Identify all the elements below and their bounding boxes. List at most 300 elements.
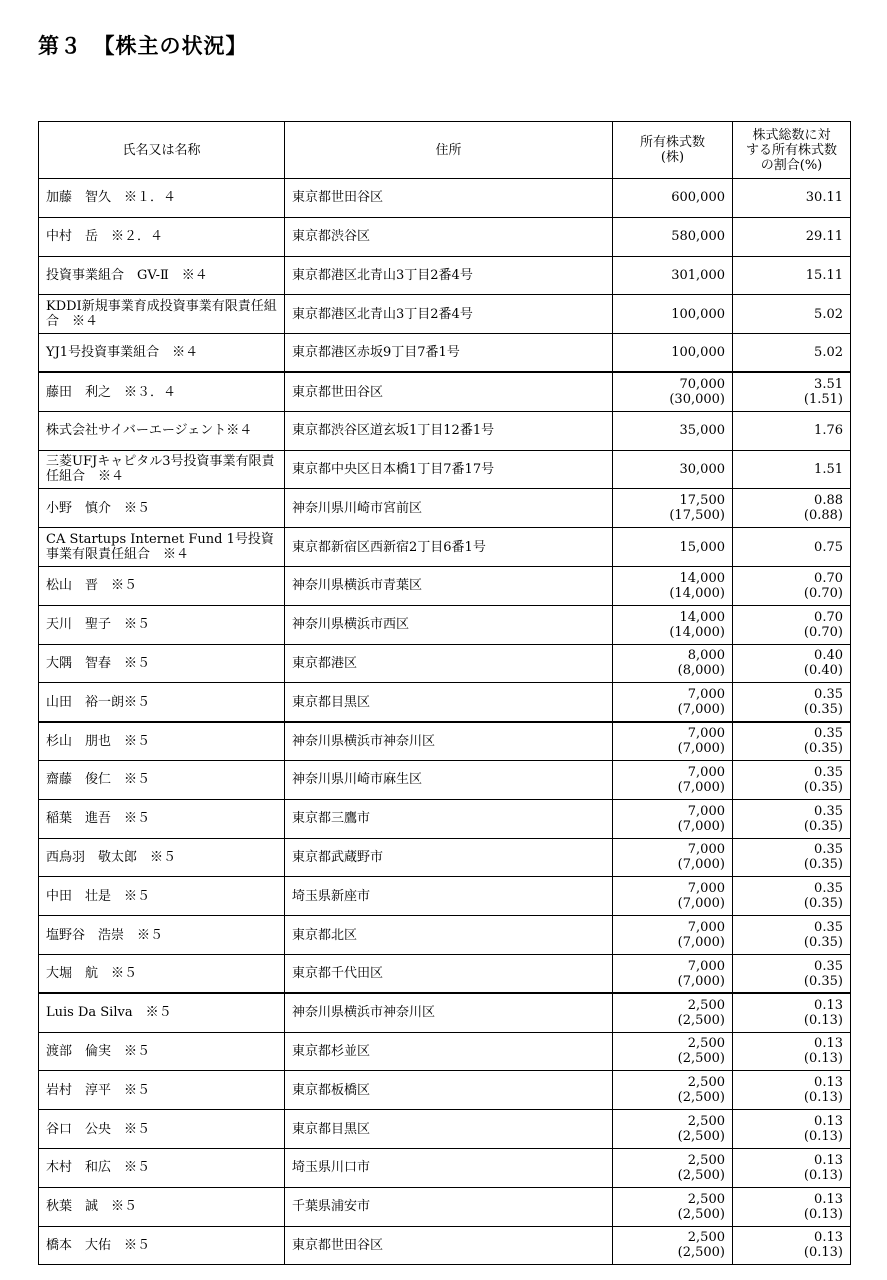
shareholder-address-value: 東京都目黒区 [292, 1121, 371, 1137]
shares-owned [613, 954, 733, 993]
shares-owned [613, 1032, 733, 1071]
header-address: 住所 [285, 122, 613, 179]
shares-owned-sub: (7,000) [677, 741, 725, 757]
ownership-ratio-value: 29.11 [805, 229, 843, 245]
table-row [39, 683, 851, 722]
shareholder-address [285, 256, 613, 295]
shareholder-name [39, 566, 285, 605]
shareholder-address [285, 722, 613, 761]
shareholder-name-value: 岩村 淳平 ※５ [46, 1082, 151, 1098]
ownership-ratio [733, 372, 851, 411]
shareholder-name [39, 877, 285, 916]
shareholder-address-value: 神奈川県横浜市神奈川区 [292, 1005, 436, 1021]
table-header-row [39, 122, 851, 179]
shareholder-address [285, 489, 613, 528]
shareholder-name [39, 1148, 285, 1187]
shareholder-name [39, 722, 285, 761]
shares-owned [613, 179, 733, 218]
ownership-ratio-sub: (0.35) [803, 779, 843, 795]
shareholder-name-value: 橋本 大佑 ※５ [46, 1237, 151, 1253]
ownership-ratio-value: 0.13 [814, 1191, 843, 1207]
shareholder-name [39, 954, 285, 993]
table-row [39, 644, 851, 683]
shareholder-address-value: 東京都渋谷区 [292, 229, 371, 245]
table-row [39, 1187, 851, 1226]
shareholder-address-value: 埼玉県新座市 [292, 888, 371, 904]
ownership-ratio-value: 1.76 [814, 423, 843, 439]
shareholder-address-value: 神奈川県横浜市西区 [292, 617, 410, 633]
ownership-ratio-sub: (0.13) [803, 1206, 843, 1222]
shareholder-name [39, 217, 285, 256]
shares-owned [613, 528, 733, 567]
shares-owned [613, 683, 733, 722]
shares-owned [613, 722, 733, 761]
shareholder-name-value: 大堀 航 ※５ [46, 966, 138, 982]
shareholder-address [285, 566, 613, 605]
shares-owned [613, 799, 733, 838]
table-row [39, 528, 851, 567]
shareholder-name-value: 大隅 智春 ※５ [46, 655, 151, 671]
shareholder-address-value: 東京都板橋区 [292, 1082, 371, 1098]
shares-owned [613, 1110, 733, 1149]
shares-owned-sub: (2,500) [677, 1090, 725, 1106]
shares-owned-value: 7,000 [687, 842, 725, 858]
shares-owned-sub: (2,500) [677, 1206, 725, 1222]
shares-owned [613, 411, 733, 450]
shareholder-name-value: 松山 晋 ※５ [46, 578, 138, 594]
ownership-ratio [733, 179, 851, 218]
shareholder-name-value: 投資事業組合 GV-Ⅱ ※４ [46, 267, 208, 283]
shares-owned [613, 217, 733, 256]
ownership-ratio-sub: (0.13) [803, 1012, 843, 1028]
ownership-ratio-value: 0.88 [814, 493, 843, 509]
shareholder-address-value: 東京都北区 [292, 927, 358, 943]
shareholder-address [285, 411, 613, 450]
shareholder-name-value: 渡部 倫実 ※５ [46, 1043, 151, 1059]
shares-owned-value: 600,000 [671, 190, 725, 206]
shares-owned-sub: (2,500) [677, 1051, 725, 1067]
shareholder-name-value: 中村 岳 ※２．４ [46, 229, 164, 245]
table-row [39, 489, 851, 528]
shares-owned-value: 17,500 [679, 493, 725, 509]
ownership-ratio [733, 566, 851, 605]
shareholder-address-value: 東京都三鷹市 [292, 811, 371, 827]
ownership-ratio-sub: (0.70) [803, 585, 843, 601]
shareholder-address-value: 東京都目黒区 [292, 694, 371, 710]
shareholder-name [39, 179, 285, 218]
shares-owned-value: 7,000 [687, 803, 725, 819]
shareholder-name [39, 450, 285, 489]
shareholder-address [285, 877, 613, 916]
shareholder-name [39, 916, 285, 955]
table-row [39, 256, 851, 295]
ownership-ratio-sub: (0.13) [803, 1051, 843, 1067]
ownership-ratio-sub: (0.40) [803, 663, 843, 679]
ownership-ratio [733, 489, 851, 528]
shares-owned [613, 916, 733, 955]
ownership-ratio [733, 1110, 851, 1149]
shareholder-address-value: 東京都港区北青山3丁目2番4号 [292, 267, 473, 283]
shares-owned-value: 7,000 [687, 764, 725, 780]
shares-owned [613, 450, 733, 489]
shareholder-address-value: 神奈川県川崎市麻生区 [292, 772, 423, 788]
ownership-ratio-value: 0.13 [814, 1230, 843, 1246]
shares-owned [613, 1226, 733, 1265]
shareholder-name [39, 1187, 285, 1226]
shareholder-address [285, 1226, 613, 1265]
ownership-ratio [733, 760, 851, 799]
shares-owned-value: 8,000 [687, 648, 725, 664]
shares-owned [613, 993, 733, 1032]
shareholder-name-value: 谷口 公央 ※５ [46, 1121, 151, 1137]
shareholder-address [285, 644, 613, 683]
shareholder-name-value: 三菱UFJキャピタル3号投資事業有限責任組合 ※４ [46, 454, 275, 485]
shareholder-name [39, 838, 285, 877]
shareholder-name-value: YJ1号投資事業組合 ※４ [46, 345, 199, 361]
shareholder-name [39, 605, 285, 644]
shareholder-name [39, 1110, 285, 1149]
ownership-ratio [733, 838, 851, 877]
shareholder-address [285, 450, 613, 489]
table-row [39, 295, 851, 334]
shareholder-name [39, 372, 285, 411]
shareholder-name [39, 993, 285, 1032]
shareholder-address [285, 372, 613, 411]
table-row [39, 334, 851, 373]
ownership-ratio [733, 877, 851, 916]
shareholder-name-value: 西鳥羽 敬太郎 ※５ [46, 849, 177, 865]
ownership-ratio [733, 683, 851, 722]
table-row [39, 760, 851, 799]
ownership-ratio [733, 411, 851, 450]
ownership-ratio [733, 799, 851, 838]
shareholder-address-value: 東京都武蔵野市 [292, 849, 384, 865]
shares-owned-value: 100,000 [671, 306, 725, 322]
shareholder-name [39, 1226, 285, 1265]
header-shares: 所有株式数 (株) [613, 122, 733, 179]
ownership-ratio-sub: (0.13) [803, 1245, 843, 1261]
table-row [39, 1110, 851, 1149]
shares-owned [613, 1187, 733, 1226]
shareholder-name [39, 295, 285, 334]
ownership-ratio [733, 605, 851, 644]
shareholder-name-value: 中田 壮是 ※５ [46, 888, 151, 904]
shareholder-name-value: Luis Da Silva ※５ [46, 1005, 172, 1021]
shares-owned-value: 2,500 [687, 1152, 725, 1168]
ownership-ratio-value: 0.35 [814, 958, 843, 974]
table-row [39, 1226, 851, 1265]
shares-owned [613, 1148, 733, 1187]
shareholder-address [285, 1110, 613, 1149]
shareholder-name-value: CA Startups Internet Fund 1号投資事業有限責任組合 ※４ [46, 532, 274, 563]
shares-owned-value: 30,000 [679, 461, 725, 477]
table-row [39, 993, 851, 1032]
shareholder-name-value: 木村 和広 ※５ [46, 1160, 151, 1176]
ownership-ratio-value: 0.70 [814, 609, 843, 625]
shares-owned-value: 15,000 [679, 539, 725, 555]
shareholder-name-value: 天川 聖子 ※５ [46, 617, 151, 633]
ownership-ratio-sub: (0.35) [803, 935, 843, 951]
shares-owned-sub: (7,000) [677, 702, 725, 717]
shareholder-name [39, 528, 285, 567]
shareholder-address [285, 1187, 613, 1226]
ownership-ratio [733, 644, 851, 683]
table-row [39, 217, 851, 256]
shareholder-address [285, 334, 613, 373]
ownership-ratio [733, 256, 851, 295]
shares-owned-value: 580,000 [671, 229, 725, 245]
table-row [39, 1032, 851, 1071]
ownership-ratio-sub: (0.35) [803, 857, 843, 873]
shareholder-name-value: 加藤 智久 ※１．４ [46, 190, 177, 206]
ownership-ratio-value: 1.51 [814, 461, 843, 477]
shares-owned [613, 605, 733, 644]
shareholder-name-value: 小野 慎介 ※５ [46, 500, 151, 516]
shareholder-address [285, 838, 613, 877]
shareholder-name [39, 256, 285, 295]
shares-owned-value: 14,000 [679, 609, 725, 625]
ownership-ratio-value: 0.35 [814, 764, 843, 780]
ownership-ratio-value: 0.35 [814, 881, 843, 897]
shareholder-address-value: 埼玉県川口市 [292, 1160, 371, 1176]
shareholder-name-value: 株式会社サイバーエージェント※４ [46, 423, 253, 439]
shares-owned-sub: (7,000) [677, 779, 725, 795]
shares-owned [613, 760, 733, 799]
ownership-ratio-value: 0.70 [814, 570, 843, 586]
shareholder-name-value: 杉山 朋也 ※５ [46, 733, 151, 749]
shares-owned-value: 7,000 [687, 881, 725, 897]
shares-owned-sub: (7,000) [677, 857, 725, 873]
shares-owned-value: 2,500 [687, 1191, 725, 1207]
ownership-ratio-value: 0.75 [814, 539, 843, 555]
shareholder-name [39, 1032, 285, 1071]
table-row [39, 1148, 851, 1187]
shares-owned-sub: (2,500) [677, 1167, 725, 1183]
ownership-ratio [733, 1187, 851, 1226]
ownership-ratio [733, 295, 851, 334]
ownership-ratio [733, 528, 851, 567]
shares-owned [613, 566, 733, 605]
shareholder-name [39, 644, 285, 683]
ownership-ratio-value: 0.13 [814, 1075, 843, 1091]
shareholder-address-value: 千葉県浦安市 [292, 1199, 371, 1215]
shareholder-address-value: 東京都世田谷区 [292, 1237, 384, 1253]
shareholder-address [285, 799, 613, 838]
shareholder-address-value: 神奈川県横浜市神奈川区 [292, 733, 436, 749]
shareholder-name-value: 齋藤 俊仁 ※５ [46, 772, 151, 788]
shares-owned-value: 14,000 [679, 570, 725, 586]
table-row [39, 799, 851, 838]
shareholder-address-value: 東京都港区北青山3丁目2番4号 [292, 306, 473, 322]
table-row [39, 179, 851, 218]
shareholder-address [285, 760, 613, 799]
shareholder-address [285, 1071, 613, 1110]
shares-owned-value: 100,000 [671, 345, 725, 361]
ownership-ratio [733, 722, 851, 761]
ownership-ratio-value: 15.11 [805, 267, 843, 283]
shareholders-table [38, 121, 851, 1265]
ownership-ratio-sub: (1.51) [803, 392, 843, 408]
header-ratio: 株式総数に対 する所有株式数 の割合(%) [733, 122, 851, 179]
ownership-ratio [733, 954, 851, 993]
shareholder-address [285, 605, 613, 644]
shares-owned-sub: (2,500) [677, 1012, 725, 1028]
shares-owned-value: 2,500 [687, 1075, 725, 1091]
ownership-ratio-sub: (0.35) [803, 973, 843, 989]
shareholder-name [39, 411, 285, 450]
table-row [39, 916, 851, 955]
shares-owned-value: 301,000 [671, 267, 725, 283]
ownership-ratio-value: 0.40 [814, 648, 843, 664]
shares-owned-sub: (17,500) [669, 508, 725, 524]
ownership-ratio-value: 0.13 [814, 1036, 843, 1052]
table-row [39, 566, 851, 605]
shareholder-name [39, 489, 285, 528]
shares-owned-sub: (7,000) [677, 818, 725, 834]
shares-owned-sub: (7,000) [677, 896, 725, 912]
ownership-ratio-value: 0.35 [814, 842, 843, 858]
shares-owned-sub: (30,000) [669, 392, 725, 408]
shares-owned [613, 838, 733, 877]
table-row [39, 1071, 851, 1110]
shares-owned-value: 35,000 [679, 423, 725, 439]
header-name: 氏名又は名称 [39, 122, 285, 179]
shareholder-name-value: 藤田 利之 ※３．４ [46, 384, 177, 400]
shares-owned-value: 70,000 [679, 377, 725, 393]
ownership-ratio [733, 1032, 851, 1071]
shareholder-address [285, 993, 613, 1032]
ownership-ratio [733, 217, 851, 256]
ownership-ratio-sub: (0.35) [803, 896, 843, 912]
shareholder-address [285, 217, 613, 256]
ownership-ratio [733, 993, 851, 1032]
shares-owned-value: 7,000 [687, 958, 725, 974]
ownership-ratio-value: 0.35 [814, 726, 843, 742]
shares-owned [613, 644, 733, 683]
shares-owned [613, 877, 733, 916]
ownership-ratio-value: 5.02 [814, 306, 843, 322]
shares-owned [613, 372, 733, 411]
shareholder-address-value: 東京都港区 [292, 655, 358, 671]
shareholder-name-value: 山田 裕一朗※５ [46, 694, 151, 710]
table-row [39, 877, 851, 916]
shares-owned [613, 1071, 733, 1110]
ownership-ratio-sub: (0.13) [803, 1167, 843, 1183]
shareholder-address [285, 528, 613, 567]
shares-owned-sub: (8,000) [677, 663, 725, 679]
ownership-ratio-value: 0.35 [814, 920, 843, 936]
page-title: 第３ 【株主の状況】 [38, 34, 248, 58]
shares-owned-sub: (2,500) [677, 1129, 725, 1145]
table-row [39, 954, 851, 993]
ownership-ratio-sub: (0.70) [803, 624, 843, 640]
ownership-ratio-value: 3.51 [814, 377, 843, 393]
shareholder-address-value: 東京都千代田区 [292, 966, 384, 982]
shareholder-address [285, 1032, 613, 1071]
shareholder-name [39, 799, 285, 838]
shares-owned-sub: (7,000) [677, 935, 725, 951]
shareholder-name-value: 秋葉 誠 ※５ [46, 1199, 138, 1215]
ownership-ratio-sub: (0.35) [803, 741, 843, 757]
shareholder-address [285, 179, 613, 218]
ownership-ratio-sub: (0.88) [803, 508, 843, 524]
ownership-ratio-value: 0.13 [814, 1152, 843, 1168]
shareholder-name-value: 稲葉 進吾 ※５ [46, 811, 151, 827]
table-row [39, 411, 851, 450]
shareholder-address-value: 神奈川県川崎市宮前区 [292, 500, 423, 516]
ownership-ratio [733, 450, 851, 489]
shareholder-address [285, 295, 613, 334]
shares-owned-value: 7,000 [687, 687, 725, 702]
shares-owned [613, 489, 733, 528]
ownership-ratio-value: 5.02 [814, 345, 843, 361]
shareholder-address [285, 1148, 613, 1187]
shareholder-address [285, 916, 613, 955]
shareholder-address-value: 東京都渋谷区道玄坂1丁目12番1号 [292, 423, 495, 439]
ownership-ratio-sub: (0.13) [803, 1129, 843, 1145]
ownership-ratio [733, 1148, 851, 1187]
shareholder-address-value: 神奈川県横浜市青葉区 [292, 578, 423, 594]
table-row [39, 605, 851, 644]
shareholder-name-value: KDDI新規事業育成投資事業有限責任組合 ※４ [46, 299, 277, 330]
shares-owned-value: 2,500 [687, 997, 725, 1013]
table-row [39, 450, 851, 489]
shareholder-address-value: 東京都中央区日本橋1丁目7番17号 [292, 461, 495, 477]
ownership-ratio [733, 916, 851, 955]
shares-owned-sub: (14,000) [669, 624, 725, 640]
table-row [39, 838, 851, 877]
ownership-ratio-sub: (0.13) [803, 1090, 843, 1106]
ownership-ratio-value: 0.13 [814, 997, 843, 1013]
shareholder-name [39, 760, 285, 799]
ownership-ratio-sub: (0.35) [803, 818, 843, 834]
ownership-ratio [733, 334, 851, 373]
shares-owned [613, 334, 733, 373]
shares-owned-value: 2,500 [687, 1036, 725, 1052]
shareholder-address [285, 683, 613, 722]
shares-owned-value: 2,500 [687, 1230, 725, 1246]
shares-owned-sub: (2,500) [677, 1245, 725, 1261]
shares-owned-sub: (7,000) [677, 973, 725, 989]
shareholder-address-value: 東京都世田谷区 [292, 384, 384, 400]
shareholder-address-value: 東京都新宿区西新宿2丁目6番1号 [292, 539, 486, 555]
shareholder-name [39, 1071, 285, 1110]
ownership-ratio [733, 1226, 851, 1265]
table-body [39, 179, 851, 1265]
table-row [39, 372, 851, 411]
shares-owned-value: 7,000 [687, 726, 725, 742]
shareholder-address-value: 東京都杉並区 [292, 1043, 371, 1059]
shareholder-address-value: 東京都港区赤坂9丁目7番1号 [292, 345, 460, 361]
shares-owned-value: 7,000 [687, 920, 725, 936]
shares-owned-value: 2,500 [687, 1114, 725, 1130]
ownership-ratio [733, 1071, 851, 1110]
shareholder-name [39, 334, 285, 373]
shareholder-address [285, 954, 613, 993]
shareholder-address-value: 東京都世田谷区 [292, 190, 384, 206]
shareholder-name-value: 塩野谷 浩崇 ※５ [46, 927, 164, 943]
shareholder-name [39, 683, 285, 722]
ownership-ratio-sub: (0.35) [803, 702, 843, 717]
shares-owned [613, 256, 733, 295]
ownership-ratio-value: 30.11 [805, 190, 843, 206]
ownership-ratio-value: 0.13 [814, 1114, 843, 1130]
ownership-ratio-value: 0.35 [814, 803, 843, 819]
table-row [39, 722, 851, 761]
ownership-ratio-value: 0.35 [814, 687, 843, 702]
shares-owned-sub: (14,000) [669, 585, 725, 601]
shares-owned [613, 295, 733, 334]
